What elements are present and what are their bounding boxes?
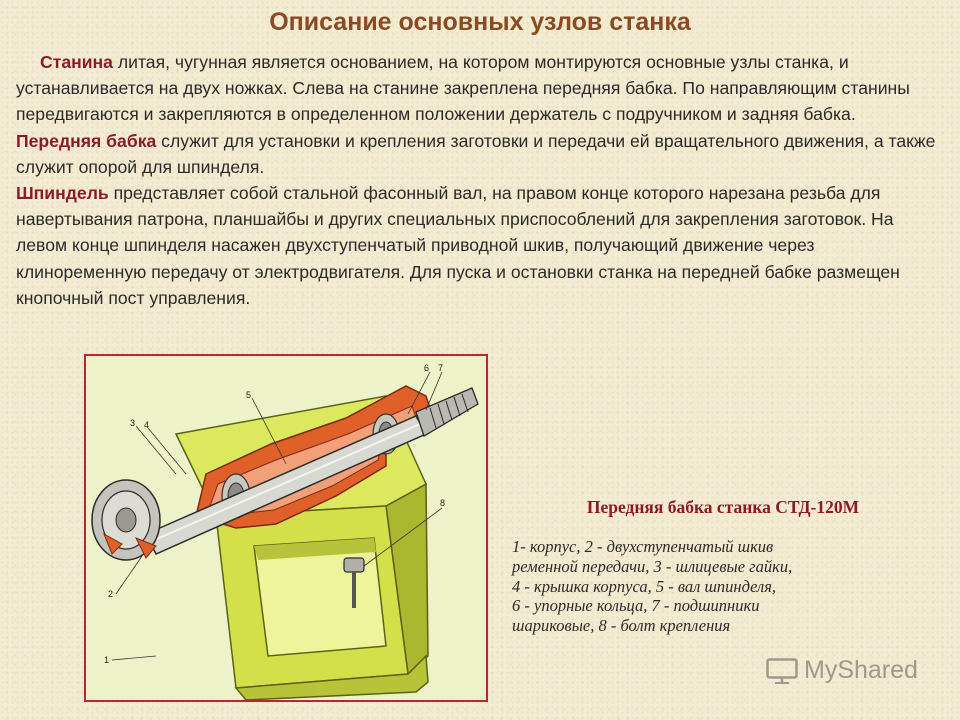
callout-7: 7	[438, 363, 444, 373]
term-spindle: Шпиндель	[16, 183, 109, 204]
paragraph-spindle	[16, 180, 946, 311]
callout-2: 2	[108, 589, 114, 599]
callout-3: 3	[130, 418, 136, 428]
figure-legend: 1- корпус, 2 - двухступенчатый шкив ременной передачи, 3 - шлицевые гайки, 4 - крышка корпуса, 5 - вал шпинделя, 6 - упорные кольца, 7 - подшипники шариковые, 8 - болт крепления	[512, 537, 793, 636]
text-spindle: представляет собой стальной фасонный вал, на правом конце которого нарезана резьба для навертывания патрона, планшайбы и других специальных приспособлений для закрепления заготовок. На левом конце шпинделя насажен двухступенчатый приводной шкив, получающий движение через клиноременную передачу от электродвигателя. Для пуска и остановки станка на передней бабке размещен кнопочный пост управления.	[16, 183, 900, 308]
term-stanina: Станина	[40, 52, 113, 72]
paragraph-headstock	[16, 128, 946, 180]
callout-8: 8	[440, 498, 446, 508]
figure-caption-title: Передняя бабка станка СТД-120М	[586, 497, 860, 517]
headstock-drawing	[86, 356, 486, 700]
callout-6: 6	[424, 363, 430, 373]
callout-5: 5	[246, 390, 252, 400]
pulley	[92, 480, 160, 560]
description-text	[16, 49, 946, 311]
presentation-screen-icon	[766, 658, 798, 684]
text-stanina: литая, чугунная является основанием, на котором монтируются основные узлы станка, и устанавливается на двух ножках. Слева на станине закреплена передняя бабка. По направляющим станины передвигаются и закрепляются в определенном положении держатель с подручником и задняя бабка.	[16, 52, 910, 125]
term-headstock: Передняя бабка	[16, 130, 157, 151]
watermark-logo	[766, 656, 918, 685]
page-title: Описание основных узлов станка	[269, 8, 691, 36]
headstock-figure	[84, 354, 488, 702]
watermark-text: MyShared	[804, 656, 918, 684]
paragraph-stanina	[16, 49, 946, 128]
callout-1: 1	[104, 655, 110, 665]
callout-4: 4	[144, 420, 150, 430]
text-headstock: служит для установки и крепления заготовки и передачи ей вращательного движения, а также служит опорой для шпинделя.	[16, 130, 936, 177]
